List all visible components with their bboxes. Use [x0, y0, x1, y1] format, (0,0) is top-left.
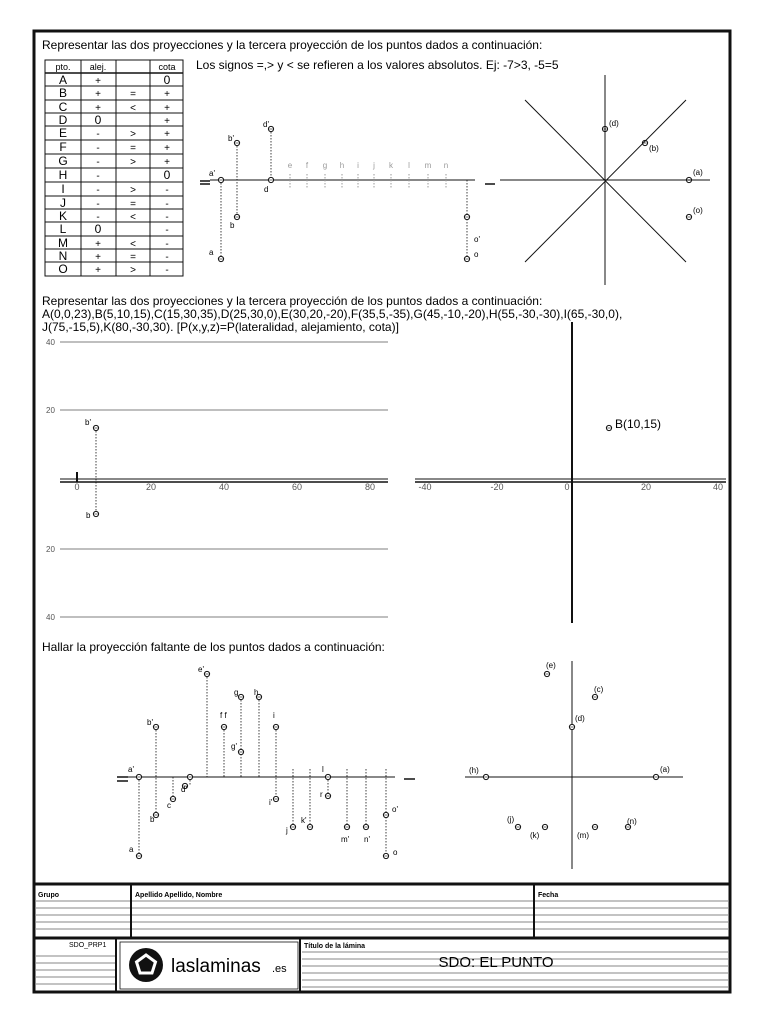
section2-title: Representar las dos proyecciones y la tercera proyección de los puntos dados a continuación:	[42, 294, 543, 308]
table-cell: +	[95, 76, 101, 87]
section1-ground-line	[200, 180, 495, 184]
titulo-label: Título de la lámina	[304, 943, 366, 950]
y-tick-label: 40	[46, 338, 55, 347]
sheet-title: SDO: EL PUNTO	[438, 954, 554, 971]
point-label: o	[474, 250, 479, 259]
table-cell: -	[165, 252, 169, 263]
table-cell: O	[58, 262, 68, 276]
table-cell: 0	[163, 73, 171, 87]
table-cell: +	[95, 103, 101, 114]
x-tick-label: 0	[564, 482, 570, 492]
table-cell: -	[96, 185, 100, 196]
table-cell: C	[58, 100, 68, 114]
point-label: o	[393, 848, 398, 857]
point-label: n'	[364, 835, 370, 844]
grupo-label: Grupo	[38, 892, 59, 899]
profile-label: (b)	[649, 144, 659, 153]
table-cell: +	[95, 252, 101, 263]
section1-profile-axes	[500, 75, 710, 285]
table-cell: L	[59, 222, 67, 236]
profile-label: (o)	[693, 206, 703, 215]
axis-letter: h	[339, 161, 345, 170]
section3-ground-line	[117, 777, 415, 781]
y-tick-label: 20	[46, 406, 55, 415]
section1-title: Representar las dos proyecciones y la tercera proyección de los puntos dados a continuación:	[42, 38, 543, 52]
table-cell: 0	[163, 168, 171, 182]
axis-letter-ticks	[290, 174, 446, 188]
table-cell: >	[130, 157, 136, 168]
table-header: cota	[158, 62, 176, 72]
axis-letter: l	[408, 161, 410, 170]
section1-ref-lines	[221, 129, 467, 259]
table-cell: M	[58, 236, 68, 250]
table-cell: =	[130, 252, 136, 263]
point-label: a	[129, 845, 134, 854]
table-cell: <	[130, 239, 136, 250]
table-cell: -	[96, 129, 100, 140]
table-cell: -	[96, 199, 100, 210]
section1-note: Los signos =,> y < se refieren a los valores absolutos. Ej: -7>3, -5=5	[196, 58, 559, 72]
section2-right-axis	[415, 322, 726, 623]
table-cell: +	[164, 116, 170, 127]
table-cell: +	[164, 129, 170, 140]
axis-letter: j	[373, 161, 375, 170]
axis-letter: k	[389, 161, 393, 170]
nombre-label: Apellido Apellido, Nombre	[135, 892, 223, 899]
section2-points	[85, 417, 661, 520]
point-label: l	[322, 765, 324, 774]
table-cell: -	[165, 265, 169, 276]
profile-label: (j)	[507, 815, 515, 824]
table-cell: >	[130, 129, 136, 140]
profile-label: (a)	[693, 168, 703, 177]
x-tick-label: 20	[145, 482, 157, 492]
pentagon-logo-icon	[129, 948, 163, 982]
section2-tick-labels	[46, 338, 723, 622]
profile-label: (c)	[594, 685, 604, 694]
point-label: f f	[220, 711, 227, 720]
profile-label: (h)	[469, 766, 479, 775]
x-tick-label: 60	[291, 482, 303, 492]
table-cell: +	[95, 239, 101, 250]
table-cell: +	[95, 89, 101, 100]
table-cell: -	[165, 185, 169, 196]
table-cell: +	[95, 265, 101, 276]
section3-points	[128, 661, 670, 859]
table-cell: B	[58, 86, 68, 100]
table-cell: -	[96, 157, 100, 168]
logo-text: laslaminas	[171, 956, 261, 977]
axis-letters	[288, 161, 448, 170]
profile-label: (d)	[609, 119, 619, 128]
table-cell: -	[165, 212, 169, 223]
table-cell: 0	[94, 113, 102, 127]
point-label: g'	[231, 742, 237, 751]
point-label: o'	[392, 805, 398, 814]
point-label: b'	[228, 134, 234, 143]
sheet-code: SDO_PRP1	[69, 942, 107, 949]
table-cell: +	[164, 89, 170, 100]
section3-profile-axes	[465, 661, 683, 869]
table-cell: +	[164, 157, 170, 168]
laslaminas-logo	[120, 942, 298, 989]
fecha-label: Fecha	[538, 892, 559, 899]
point-label: i'	[269, 798, 273, 807]
y-tick-label: 20	[46, 545, 55, 554]
y-tick-label: 40	[46, 613, 55, 622]
point-label: j	[286, 826, 288, 835]
table-cell: H	[58, 168, 68, 182]
table-cell: F	[59, 140, 67, 154]
table-cell: =	[130, 89, 136, 100]
x-tick-label: 20	[640, 482, 652, 492]
axis-letter: g	[322, 161, 328, 170]
axis-letter: m	[424, 161, 432, 170]
table-cell: -	[96, 143, 100, 154]
x-tick-label: 80	[364, 482, 376, 492]
axis-letter: i	[357, 161, 359, 170]
point-label: g	[234, 688, 239, 697]
profile-label: (k)	[530, 831, 540, 840]
x-tick-label: 40	[218, 482, 230, 492]
profile-label: (e)	[546, 661, 556, 670]
section2-left-axis	[60, 472, 388, 482]
axis-letter: f	[305, 161, 309, 170]
table-cell: -	[165, 225, 169, 236]
table-cell: N	[58, 249, 68, 263]
point-label: r	[320, 790, 323, 799]
point-label: B(10,15)	[615, 417, 662, 431]
point-label: b'	[85, 418, 91, 427]
point-label: m'	[341, 835, 350, 844]
x-tick-label: 40	[712, 482, 724, 492]
table-cell: >	[130, 185, 136, 196]
point-label: a	[209, 248, 214, 257]
table-cell: I	[61, 182, 65, 196]
section3-title: Hallar la proyección faltante de los puntos dados a continuación:	[42, 640, 385, 654]
table-cell: 0	[94, 222, 102, 236]
table-cell: <	[130, 103, 136, 114]
table-cell: D	[58, 113, 68, 127]
profile-label: (n)	[627, 817, 637, 826]
point-label: d	[264, 185, 269, 194]
table-cell: =	[130, 199, 136, 210]
axis-letter: n	[443, 161, 449, 170]
section2-coords-line1: A(0,0,23),B(5,10,15),C(15,30,35),D(25,30,0),E(30,20,-20),F(35,5,-35),G(45,-10,-20),H(55,-30,-30),I(65,-30,0),	[42, 307, 623, 321]
point-label: h	[254, 688, 259, 697]
table-header: alej.	[89, 62, 107, 72]
x-tick-label: -40	[418, 482, 432, 492]
point-label: a'	[128, 765, 134, 774]
table-cell: J	[60, 196, 66, 210]
section2-coords-line2: J(75,-15,5),K(80,-30,30). [P(x,y,z)=P(lateralidad, alejamiento, cota)]	[42, 320, 399, 334]
point-label: b	[150, 815, 155, 824]
table-header: pto.	[55, 62, 71, 72]
section1-points	[209, 119, 703, 262]
profile-label: (a)	[660, 765, 670, 774]
table-cell: -	[96, 212, 100, 223]
table-cell: A	[58, 73, 68, 87]
point-label: o'	[474, 235, 480, 244]
point-label: e'	[198, 665, 204, 674]
table-cell: >	[130, 265, 136, 276]
point-label: b'	[147, 718, 153, 727]
table-cell: +	[164, 143, 170, 154]
x-tick-label: -20	[490, 482, 504, 492]
profile-label: (d)	[575, 714, 585, 723]
point-label: b	[230, 221, 235, 230]
point-label: d'	[181, 785, 187, 794]
table-cell: <	[130, 212, 136, 223]
point-label: c	[167, 801, 171, 810]
table-cell: -	[165, 199, 169, 210]
table-cell: -	[96, 171, 100, 182]
table-cell: +	[164, 103, 170, 114]
table-cell: K	[58, 209, 68, 223]
point-label: i	[273, 711, 275, 720]
axis-letter: e	[287, 161, 293, 170]
x-tick-label: 0	[74, 482, 80, 492]
point-label: b	[86, 511, 91, 520]
table-cell: G	[58, 154, 68, 168]
table-cell: E	[58, 126, 68, 140]
sheet-frame	[34, 31, 730, 992]
table-cell: -	[165, 239, 169, 250]
point-label: k'	[301, 816, 307, 825]
profile-label: (m)	[577, 831, 589, 840]
point-label: d'	[263, 120, 269, 129]
logo-suffix: .es	[272, 963, 287, 975]
point-label: a'	[209, 169, 215, 178]
table-cell: =	[130, 143, 136, 154]
